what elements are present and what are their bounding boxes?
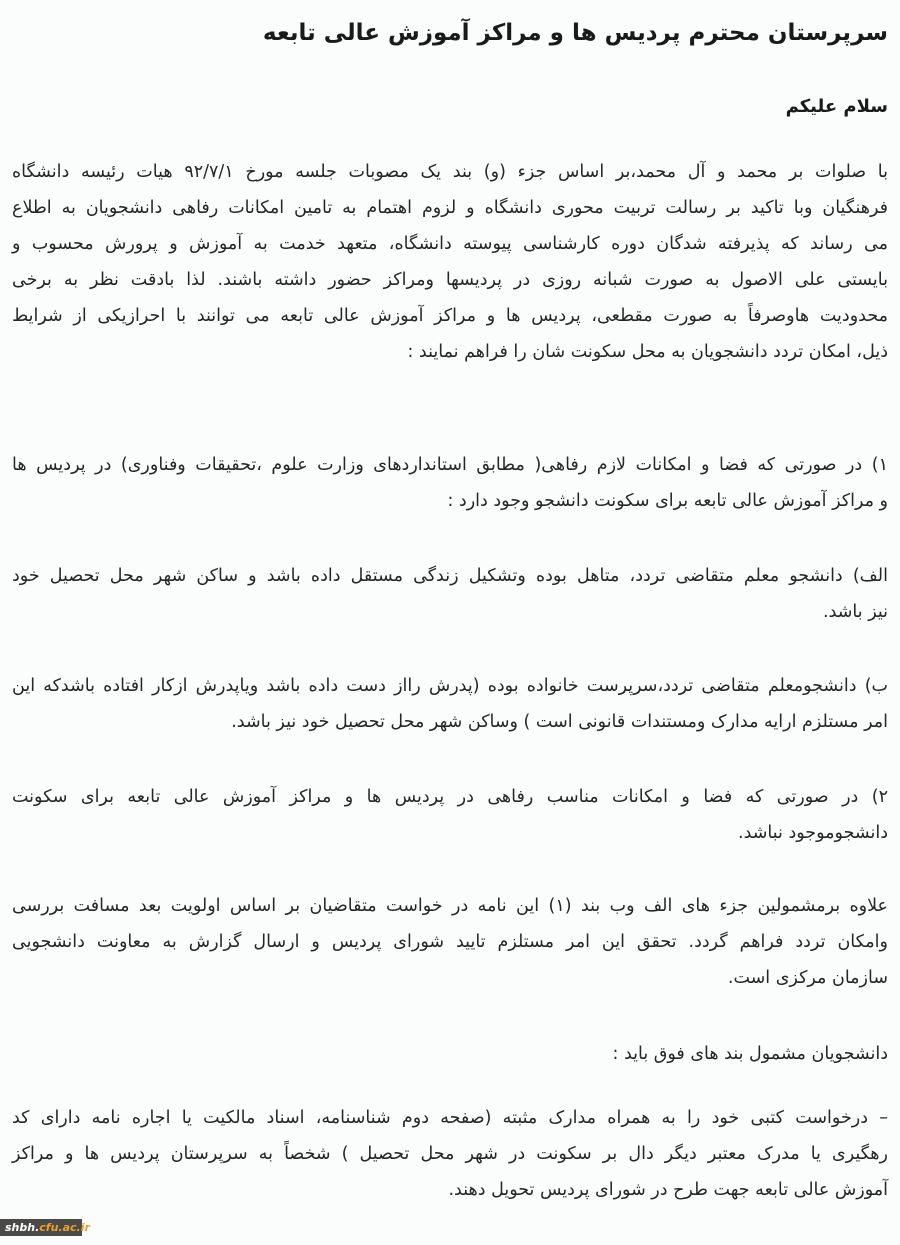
text-line: ۲) در صورتی که فضا و امکانات مناسب رفاهی در پردیس ها و مراکز آموزش عالی تابعه برای سکونت [12, 787, 888, 807]
text-line: ب) دانشجومعلم متقاضی تردد،سرپرست خانواده بوده (پدرش رااز دست داده باشد ویاپدرش ازکار افتاده باشدکه این [12, 676, 888, 696]
text-line: سازمان مرکزی است. [727, 968, 888, 988]
paragraph-clause-1-a [12, 558, 888, 630]
text-line: می رساند که پذیرفته شدگان دوره کارشناسی پیوسته دانشگاه، متعهد خدمت به آموزش و پرورش محسوب و [12, 234, 888, 254]
paragraph-additional [12, 888, 888, 996]
text-line: رهگیری یا مدرک معتبر دیگر دال بر سکونت در شهر محل تحصیل ) شخصاً به سرپرستان پردیس ها و مراکز [12, 1144, 888, 1164]
text-line: – درخواست کتبی خود را به همراه مدارک مثبته (صفحه دوم شناسنامه، اسناد مالکیت یا اجاره نامه دارای کد [12, 1108, 888, 1128]
watermark-domain: cfu.ac.ir [39, 1221, 90, 1234]
text-line: فرهنگیان وبا تاکید بر رسالت تربیت محوری دانشگاه و لزوم اهتمام به تامین امکانات رفاهی دانشجویان به اطلاع [12, 198, 888, 218]
text-line: ذیل، امکان تردد دانشجویان به محل سکونت شان را فراهم نمایند : [407, 342, 888, 362]
paragraph-requirement-item [12, 1100, 888, 1208]
letter-title: سرپرستان محترم پردیس ها و مراکز آموزش عالی تابعه [262, 20, 888, 46]
letter-greeting: سلام علیکم [785, 96, 888, 117]
text-line: با صلوات بر محمد و آل محمد،بر اساس جزء (و) بند یک مصوبات جلسه مورخ ۹۲/۷/۱ هیات رئیسه دانشگاه [12, 162, 888, 182]
text-line: و مراکز آموزش عالی تابعه برای سکونت دانشجو وجود دارد : [447, 491, 888, 511]
text-line: بایستی علی الاصول به صورت شبانه روزی در پردیسها ومراکز حضور داشته باشند. لذا بادقت نظر به برخی [12, 270, 888, 290]
text-line: دانشجویان مشمول بند های فوق باید : [612, 1044, 888, 1064]
paragraph-clause-2 [12, 779, 888, 851]
text-line: الف) دانشجو معلم متقاضی تردد، متاهل بوده وتشکیل زندگی مستقل داده باشد و ساکن شهر محل تحصیل خود [12, 566, 888, 586]
paragraph-requirements-intro [12, 1036, 888, 1072]
text-line: دانشجوموجود نباشد. [738, 823, 888, 843]
paragraph-clause-1 [12, 447, 888, 519]
source-watermark [0, 1219, 90, 1236]
watermark-prefix: shbh. [5, 1221, 40, 1234]
text-line: نیز باشد. [823, 602, 888, 622]
text-line: وامکان تردد فراهم گردد. تحقق این امر مستلزم تایید شورای پردیس و ارسال گزارش به معاونت دانشجویی [12, 932, 888, 952]
text-line: محدودیت هاوصرفاً به صورت مقطعی، پردیس ها و مراکز آموزش عالی تابعه می توانند با احرازیکی از شرایط [12, 306, 888, 326]
text-line: امر مستلزم ارایه مدارک ومستندات قانونی است ) وساکن شهر محل تحصیل خود نیز باشد. [231, 712, 888, 732]
paragraph-clause-1-b [12, 668, 888, 740]
paragraph-intro [12, 154, 888, 370]
text-line: ۱) در صورتی که فضا و امکانات لازم رفاهی( مطابق استانداردهای وزارت علوم ،تحقیقات وفناوری) در پردیس ها [12, 455, 888, 475]
text-line: آموزش عالی تابعه جهت طرح در شورای پردیس تحویل دهند. [448, 1180, 888, 1200]
text-line: علاوه برمشمولین جزء های الف وب بند (۱) این نامه در خواست متقاضیان بر اساس اولویت بعد مسافت بررسی [12, 896, 888, 916]
